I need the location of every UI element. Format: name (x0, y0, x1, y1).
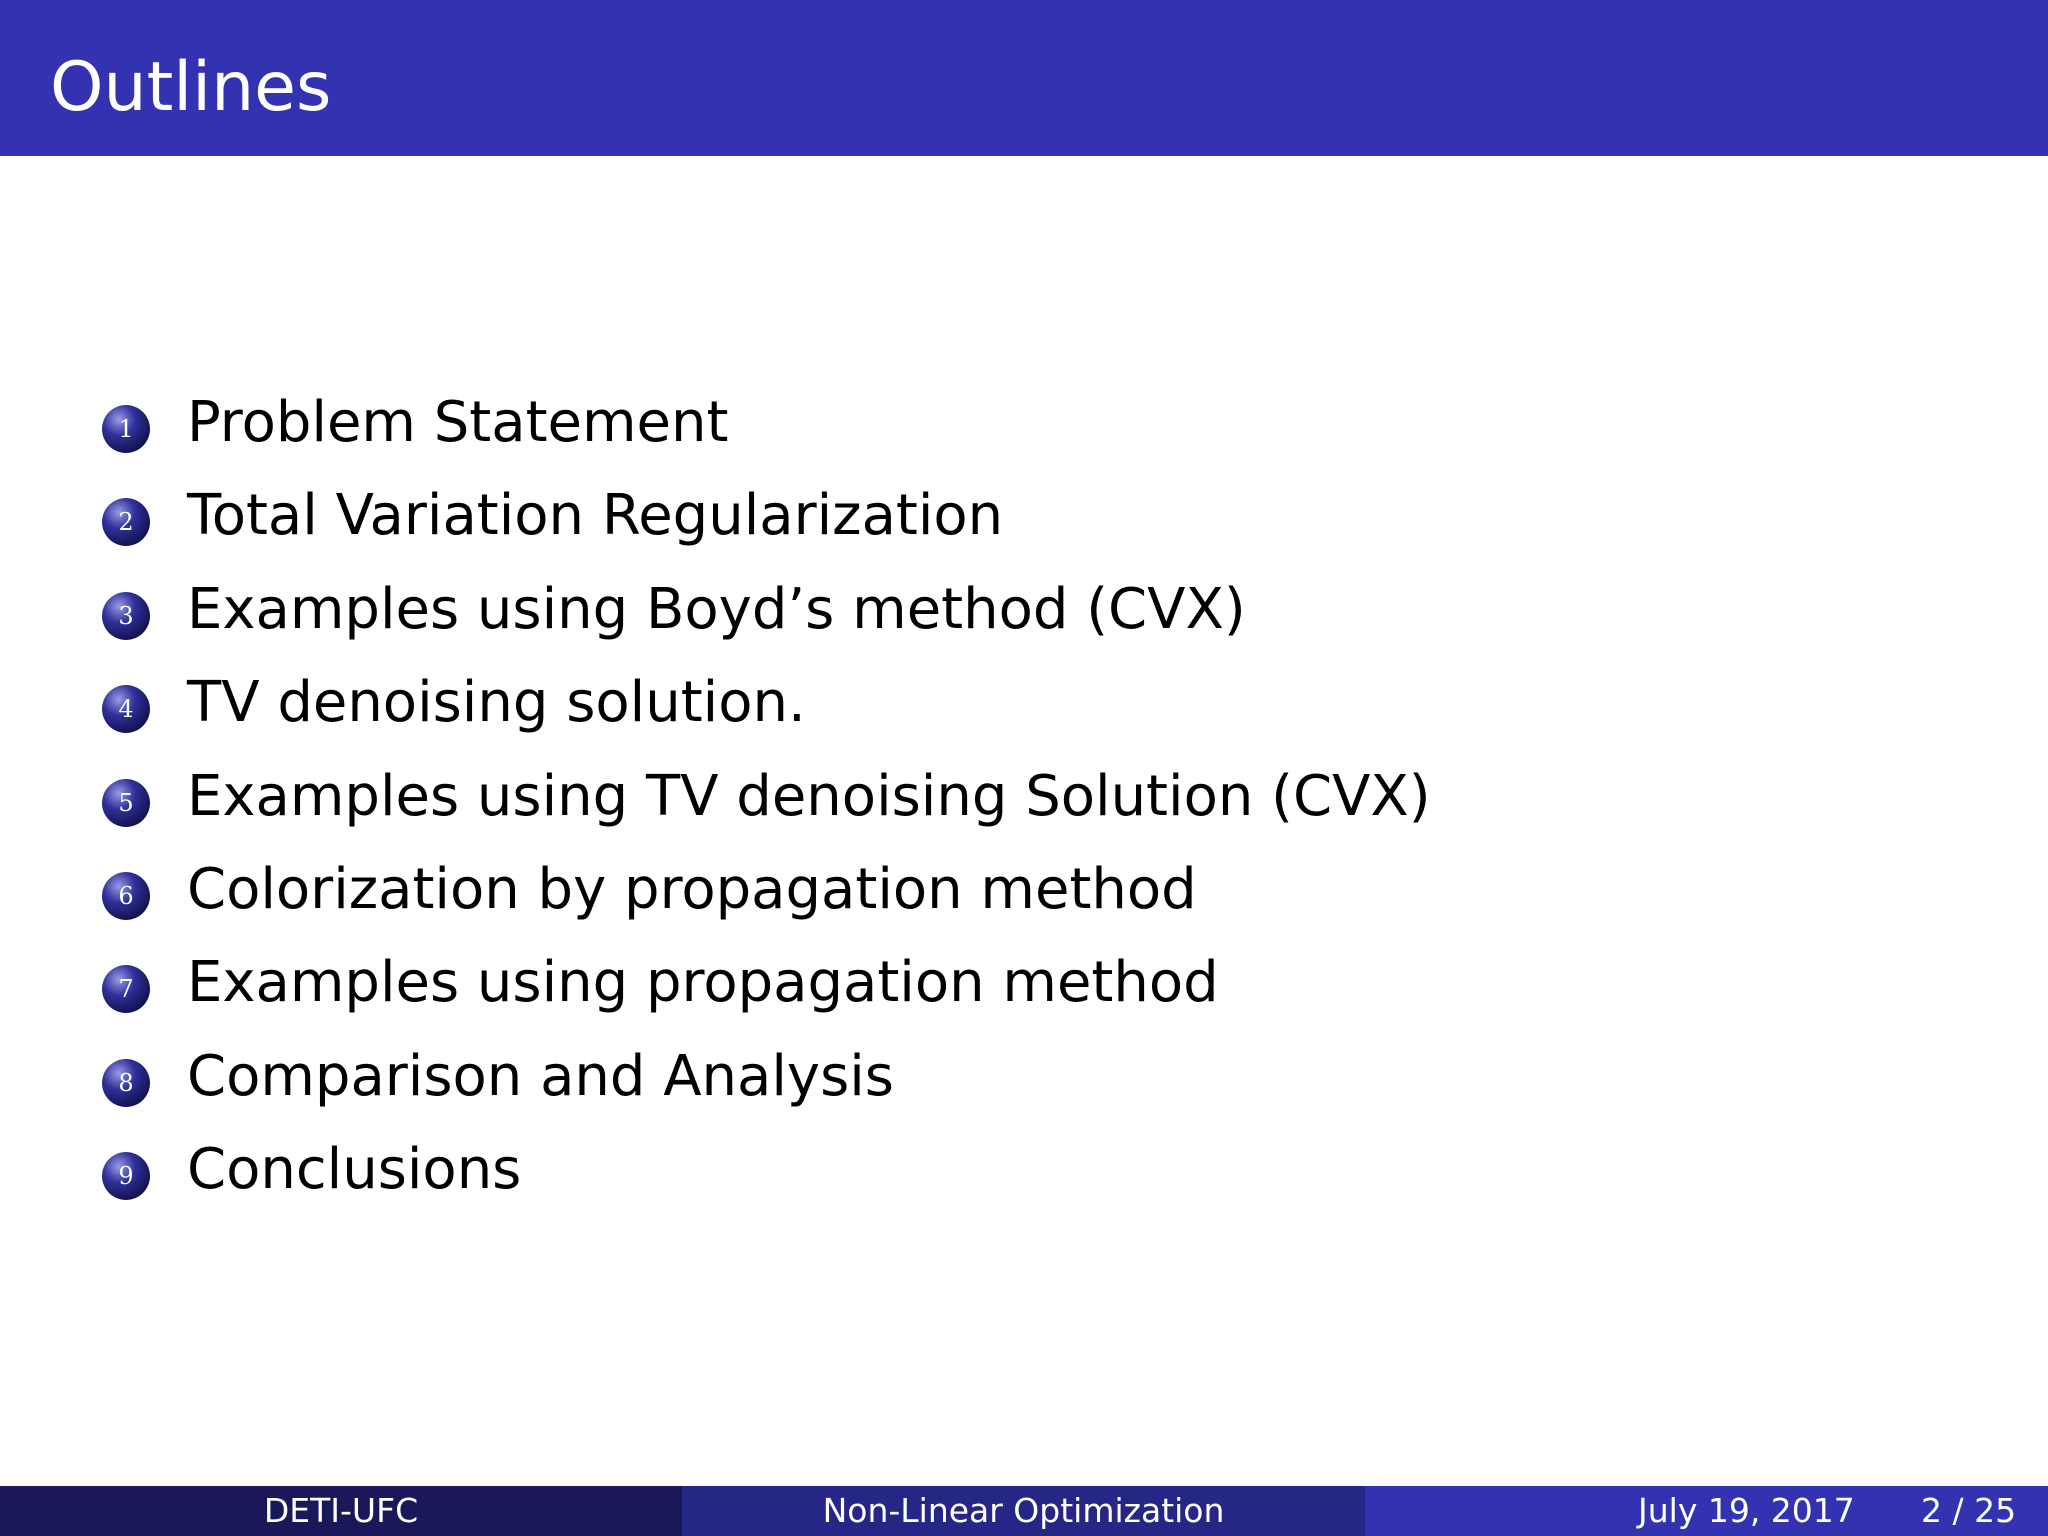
bullet-number: 3 (118, 601, 134, 630)
outline-list (0, 375, 2048, 1216)
numbered-bullet-icon (100, 403, 152, 455)
outline-item (0, 468, 2048, 561)
outline-item (0, 749, 2048, 842)
outline-item (0, 1029, 2048, 1122)
numbered-bullet-icon (100, 683, 152, 735)
bullet-number: 8 (118, 1068, 134, 1097)
outline-item-label: Conclusions (187, 1137, 522, 1203)
outline-item (0, 655, 2048, 748)
title-bar (0, 0, 2048, 156)
bullet-number: 4 (118, 695, 134, 724)
numbered-bullet-icon (100, 1057, 152, 1109)
bullet-number: 6 (118, 881, 134, 910)
footer-bar (0, 1486, 2048, 1536)
outline-item (0, 562, 2048, 655)
bullet-number: 2 (118, 508, 134, 537)
footer-course-title: Non-Linear Optimization (682, 1486, 1365, 1536)
bullet-number: 1 (118, 415, 134, 443)
numbered-bullet-icon (100, 777, 152, 829)
slide-title: Outlines (50, 48, 332, 127)
bullet-number: 9 (118, 1162, 134, 1191)
outline-item-label: TV denoising solution. (187, 670, 806, 736)
outline-item-label: Comparison and Analysis (187, 1043, 894, 1109)
outline-item (0, 935, 2048, 1028)
footer-right-segment (1365, 1486, 2048, 1536)
outline-item (0, 375, 2048, 468)
outline-item (0, 842, 2048, 935)
numbered-bullet-icon (100, 590, 152, 642)
footer-date: July 19, 2017 (1638, 1491, 1855, 1530)
outline-item-label: Total Variation Regularization (187, 483, 1004, 549)
bullet-number: 7 (118, 975, 134, 1004)
numbered-bullet-icon (100, 870, 152, 922)
footer-page-number: 2 / 25 (1921, 1491, 2017, 1530)
outline-item-label: Examples using Boyd’s method (CVX) (187, 576, 1246, 642)
numbered-bullet-icon (100, 1150, 152, 1202)
outline-item-label: Examples using propagation method (187, 950, 1219, 1016)
numbered-bullet-icon (100, 963, 152, 1015)
footer-institution: DETI-UFC (0, 1486, 682, 1536)
bullet-number: 5 (118, 788, 134, 817)
outline-item-label: Colorization by propagation method (187, 856, 1197, 922)
outline-item (0, 1122, 2048, 1215)
numbered-bullet-icon (100, 496, 152, 548)
outline-item-label: Examples using TV denoising Solution (CVX) (187, 763, 1431, 829)
outline-item-label: Problem Statement (187, 390, 729, 455)
